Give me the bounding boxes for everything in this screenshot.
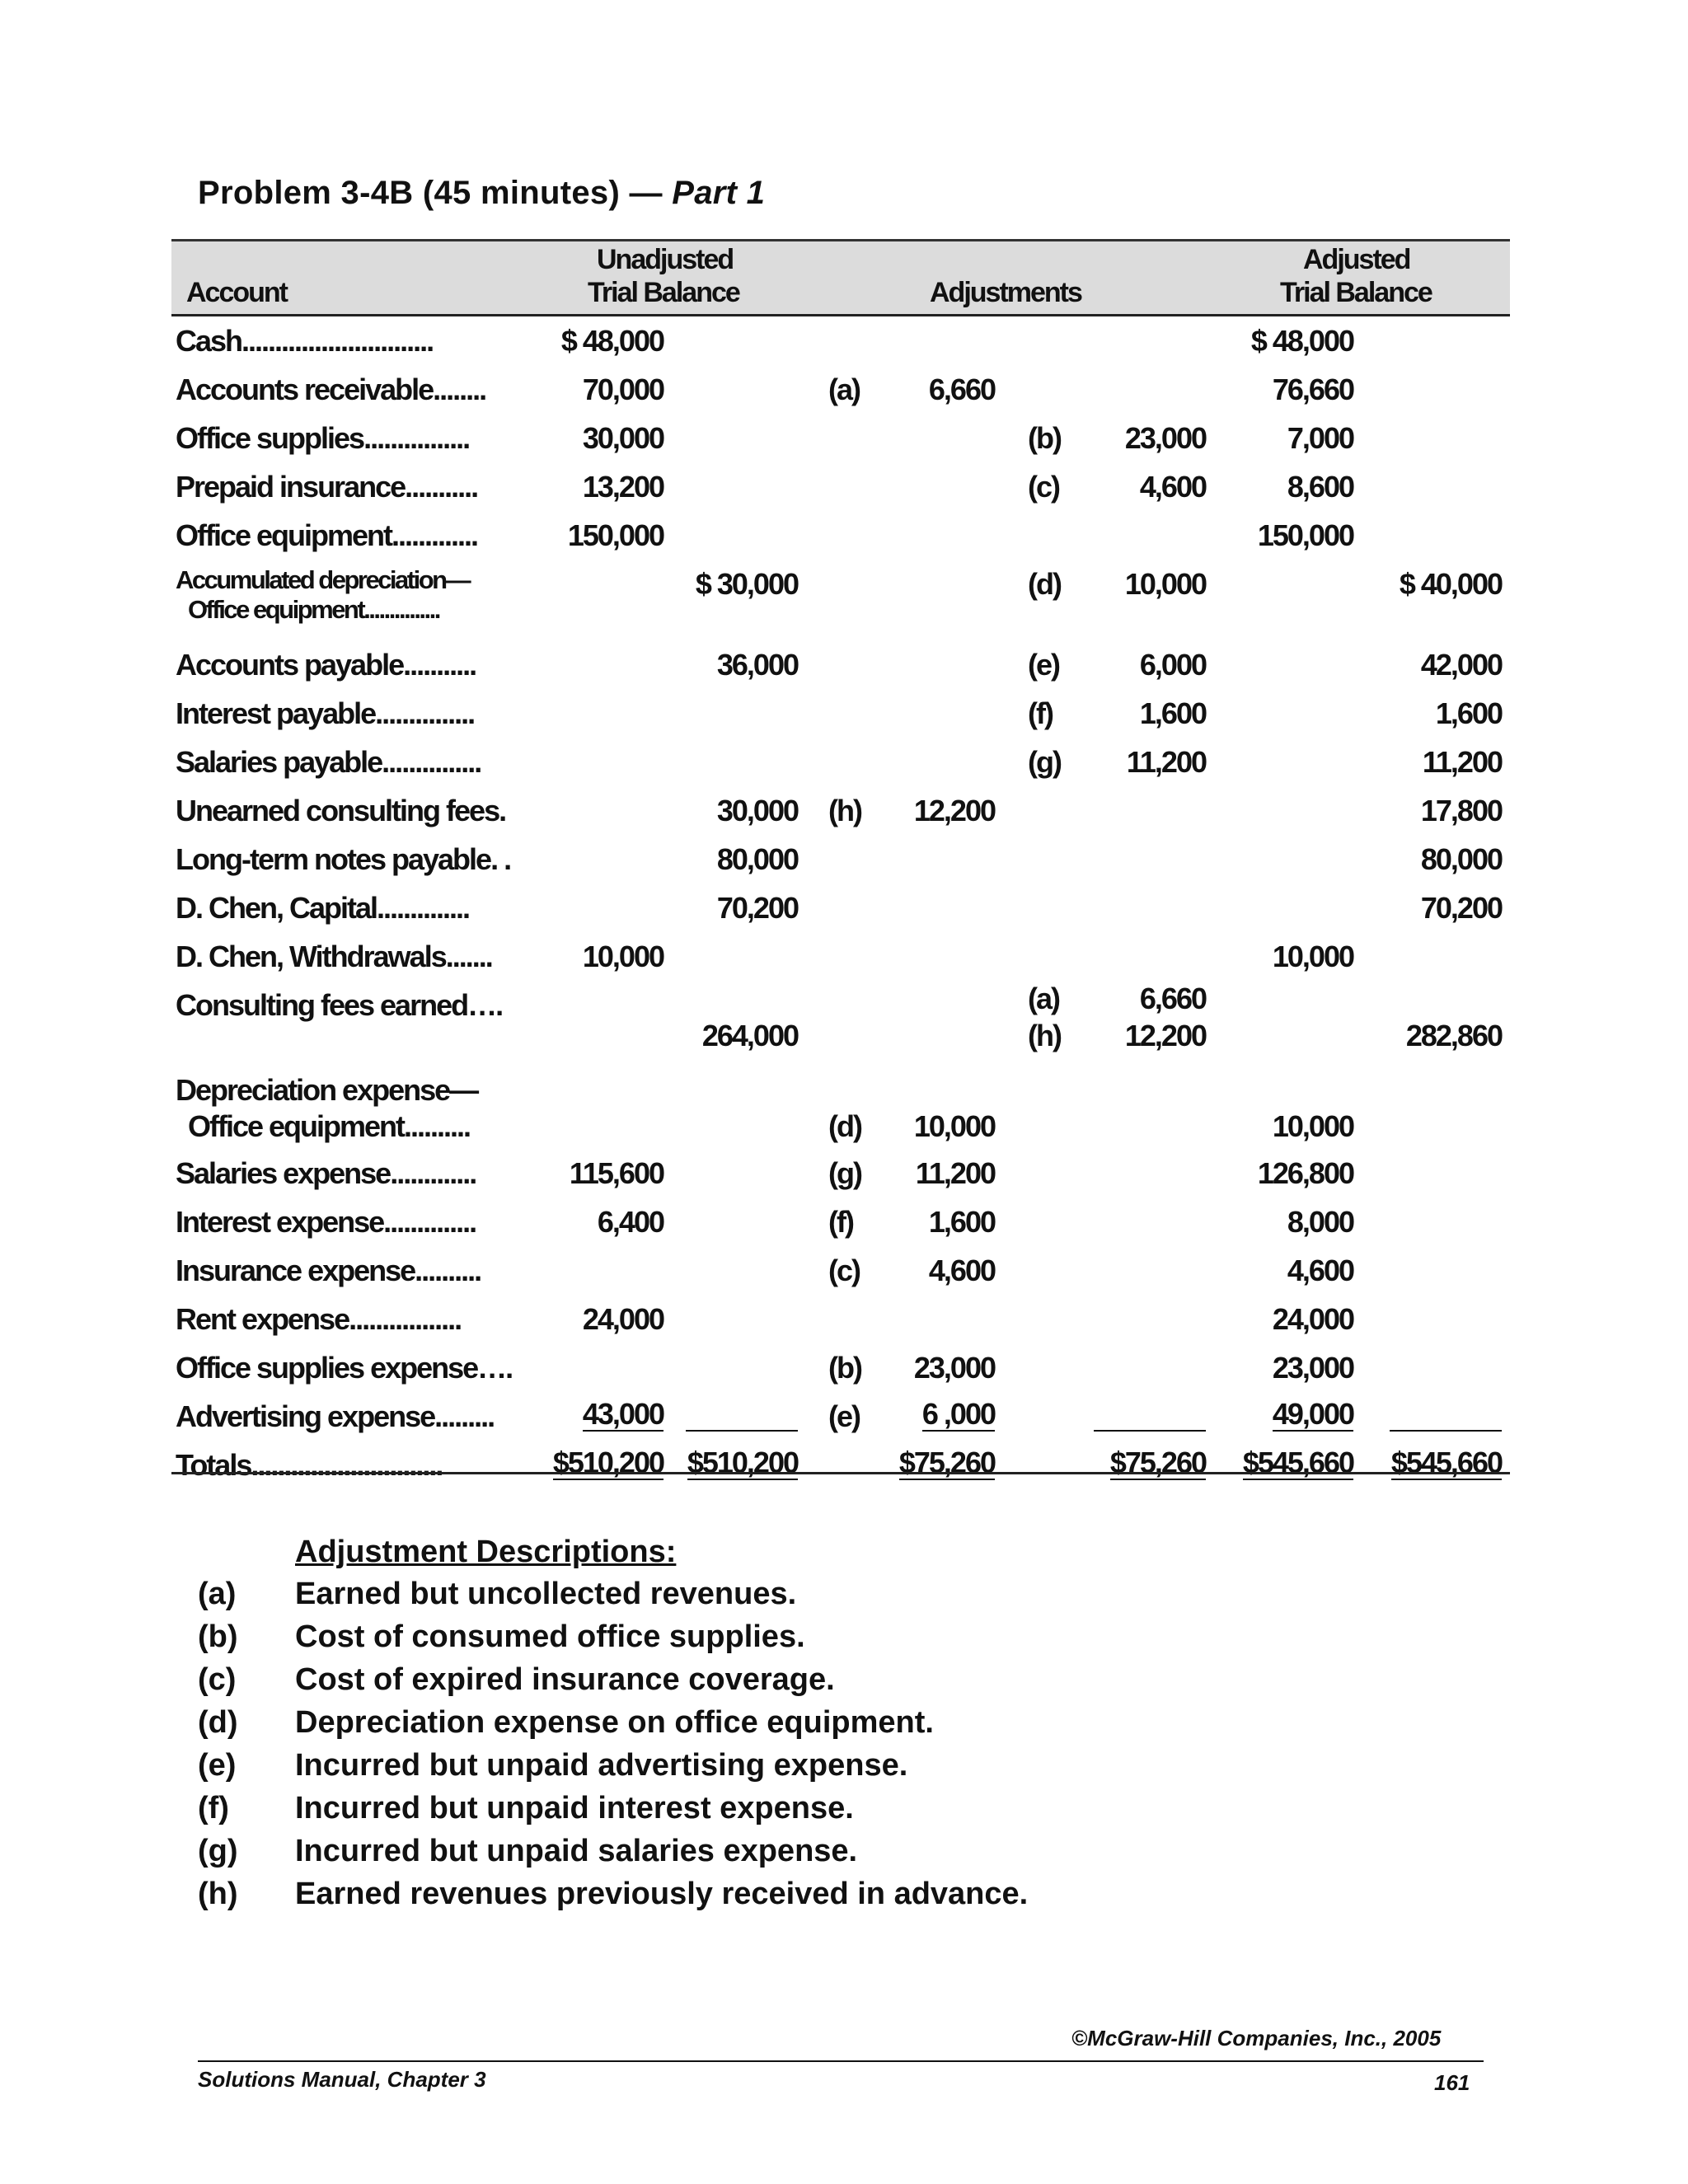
account-name: Consulting fees earned…. xyxy=(176,988,503,1022)
adjustment-label: (h) xyxy=(828,794,861,827)
adjusted-debit: 7,000 xyxy=(1287,421,1353,455)
adjustment-credit: 10,000 xyxy=(1124,567,1206,601)
unadjusted-debit: 24,000 xyxy=(582,1302,663,1336)
unadjusted-credit: 30,000 xyxy=(716,794,798,827)
adjustment-label: (f) xyxy=(1028,696,1053,730)
adjusted-debit: 10,000 xyxy=(1272,1109,1353,1143)
adjusted-credit: $545,660 xyxy=(1390,1446,1502,1479)
header-unadjusted-1: Unadjusted xyxy=(597,244,734,275)
adjustment-credit: 11,200 xyxy=(1126,745,1206,779)
adjustment-label: (e) xyxy=(1028,648,1059,682)
account-name: Office equipment............. xyxy=(176,518,478,552)
description-text: Depreciation expense on office equipment. xyxy=(295,1705,934,1740)
adjustment-label: (d) xyxy=(1028,567,1061,601)
account-name: Accounts receivable........ xyxy=(176,373,486,406)
adjusted-debit: $545,660 xyxy=(1242,1446,1353,1479)
adjustment-debit: $75,260 xyxy=(898,1446,995,1479)
unadjusted-debit: 10,000 xyxy=(582,940,663,973)
adjusted-debit: 23,000 xyxy=(1272,1351,1353,1385)
adjustment-label: (f) xyxy=(828,1205,853,1239)
adjusted-debit: 8,000 xyxy=(1287,1205,1353,1239)
account-name: Cash............................. xyxy=(176,324,434,358)
adjusted-credit: 1,600 xyxy=(1435,696,1502,730)
adjustment-label: (g) xyxy=(828,1156,861,1190)
account-name: Advertising expense......... xyxy=(176,1399,495,1433)
adjustment-credit: 6,660 xyxy=(1139,982,1206,1015)
adjusted-debit: 150,000 xyxy=(1257,518,1353,552)
description-label: (g) xyxy=(198,1834,238,1868)
description-label: (a) xyxy=(198,1577,237,1611)
account-name: Depreciation expense— xyxy=(176,1073,478,1107)
adjustment-label: (c) xyxy=(1028,470,1059,504)
table-bottom-rule xyxy=(171,1472,1510,1474)
description-label: (h) xyxy=(198,1877,238,1911)
description-label: (f) xyxy=(198,1791,229,1825)
adjusted-debit: 8,600 xyxy=(1287,470,1353,504)
column-total-rule xyxy=(686,1430,798,1432)
adjustment-debit: 6 ,000 xyxy=(921,1397,995,1431)
adjustment-label: (h) xyxy=(1028,1019,1061,1052)
adjusted-credit: 17,800 xyxy=(1420,794,1502,827)
description-text: Incurred but unpaid salaries expense. xyxy=(295,1834,858,1868)
page-title: Problem 3-4B (45 minutes) — Part 1 xyxy=(198,175,766,211)
account-name-line2: Office equipment............... xyxy=(188,595,439,624)
footer-copyright: ©McGraw-Hill Companies, Inc., 2005 xyxy=(1071,2026,1442,2050)
adjusted-debit: 10,000 xyxy=(1272,940,1353,973)
description-text: Earned but uncollected revenues. xyxy=(295,1577,797,1611)
account-name: Office supplies................ xyxy=(176,421,470,455)
unadjusted-credit: 80,000 xyxy=(716,842,798,876)
unadjusted-debit: 43,000 xyxy=(582,1397,663,1431)
adjusted-credit: 42,000 xyxy=(1420,648,1502,682)
description-text: Cost of consumed office supplies. xyxy=(295,1619,805,1654)
adjustment-debit: 12,200 xyxy=(913,794,995,827)
unadjusted-debit: $510,200 xyxy=(552,1446,663,1479)
header-adjustments: Adjustments xyxy=(930,277,1081,308)
adjustment-label: (e) xyxy=(828,1399,860,1433)
account-name: Unearned consulting fees. xyxy=(176,794,506,827)
description-label: (c) xyxy=(198,1662,237,1697)
unadjusted-debit: 6,400 xyxy=(597,1205,663,1239)
account-name: Accumulated depreciation— xyxy=(176,565,470,594)
account-name: D. Chen, Withdrawals....... xyxy=(176,940,492,973)
unadjusted-debit: 13,200 xyxy=(582,470,663,504)
account-name: Salaries expense............. xyxy=(176,1156,476,1190)
adjusted-debit: 49,000 xyxy=(1272,1397,1353,1431)
adjustment-credit: 4,600 xyxy=(1139,470,1206,504)
unadjusted-debit: 150,000 xyxy=(567,518,663,552)
adjustment-label: (g) xyxy=(1028,745,1061,779)
adjusted-credit: 80,000 xyxy=(1420,842,1502,876)
adjustment-label: (a) xyxy=(1028,982,1059,1015)
adjustment-debit: 1,600 xyxy=(928,1205,995,1239)
account-name: Salaries payable............... xyxy=(176,745,481,779)
adjustment-credit: 6,000 xyxy=(1139,648,1206,682)
page-title-part: Part 1 xyxy=(672,175,766,211)
unadjusted-credit: 36,000 xyxy=(716,648,798,682)
adjusted-debit: 76,660 xyxy=(1272,373,1353,406)
unadjusted-debit: 70,000 xyxy=(582,373,663,406)
header-adjusted-2: Trial Balance xyxy=(1280,277,1432,308)
description-text: Earned revenues previously received in advance. xyxy=(295,1877,1029,1911)
footer-source: Solutions Manual, Chapter 3 xyxy=(198,2067,486,2092)
unadjusted-credit: 264,000 xyxy=(701,1019,798,1052)
account-name: Rent expense................. xyxy=(176,1302,462,1336)
adjustment-label: (b) xyxy=(828,1351,861,1385)
adjustment-credit: 1,600 xyxy=(1139,696,1206,730)
description-label: (b) xyxy=(198,1619,238,1654)
adjustment-debit: 23,000 xyxy=(913,1351,995,1385)
unadjusted-debit: 115,600 xyxy=(569,1156,663,1190)
adjustment-debit: 11,200 xyxy=(915,1156,995,1190)
adjustment-credit: 12,200 xyxy=(1124,1019,1206,1052)
account-name: Interest payable............... xyxy=(176,696,475,730)
header-adjusted-1: Adjusted xyxy=(1303,244,1410,275)
description-text: Incurred but unpaid interest expense. xyxy=(295,1791,854,1825)
account-name: Insurance expense.......... xyxy=(176,1254,481,1287)
descriptions-title: Adjustment Descriptions: xyxy=(295,1535,677,1569)
adjustment-label: (d) xyxy=(828,1109,861,1143)
adjusted-debit: 126,800 xyxy=(1257,1156,1353,1190)
unadjusted-debit: $ 48,000 xyxy=(560,324,663,358)
account-name-line2: Office equipment.......... xyxy=(188,1109,471,1143)
adjustment-credit: 23,000 xyxy=(1124,421,1206,455)
adjustment-label: (b) xyxy=(1028,421,1061,455)
adjusted-debit: 4,600 xyxy=(1287,1254,1353,1287)
adjustment-debit: 10,000 xyxy=(913,1109,995,1143)
unadjusted-debit: 30,000 xyxy=(582,421,663,455)
adjustment-debit: 6,660 xyxy=(928,373,995,406)
adjustment-debit: 4,600 xyxy=(928,1254,995,1287)
adjustment-label: (a) xyxy=(828,373,860,406)
adjusted-credit: 282,860 xyxy=(1405,1019,1502,1052)
unadjusted-credit: $ 30,000 xyxy=(695,567,798,601)
unadjusted-credit: $510,200 xyxy=(687,1446,798,1479)
account-name: Totals............................. xyxy=(176,1448,443,1482)
account-name: D. Chen, Capital.............. xyxy=(176,891,470,925)
account-name: Accounts payable........... xyxy=(176,648,476,682)
footer-page: 161 xyxy=(1434,2070,1470,2095)
description-text: Incurred but unpaid advertising expense. xyxy=(295,1748,908,1783)
header-account: Account xyxy=(186,277,287,308)
unadjusted-credit: 70,200 xyxy=(716,891,798,925)
adjustment-credit: $75,260 xyxy=(1109,1446,1206,1479)
footer-rule xyxy=(198,2060,1484,2062)
description-label: (d) xyxy=(198,1705,238,1740)
adjusted-debit: 24,000 xyxy=(1272,1302,1353,1336)
adjusted-credit: 11,200 xyxy=(1422,745,1502,779)
description-label: (e) xyxy=(198,1748,237,1783)
adjusted-credit: $ 40,000 xyxy=(1399,567,1502,601)
adjusted-debit: $ 48,000 xyxy=(1250,324,1353,358)
description-text: Cost of expired insurance coverage. xyxy=(295,1662,835,1697)
account-name: Office supplies expense…. xyxy=(176,1351,513,1385)
header-unadjusted-2: Trial Balance xyxy=(588,277,739,308)
account-name: Interest expense.............. xyxy=(176,1205,476,1239)
column-total-rule xyxy=(1094,1430,1206,1432)
adjusted-credit: 70,200 xyxy=(1420,891,1502,925)
account-name: Long-term notes payable. . xyxy=(176,842,511,876)
adjustment-label: (c) xyxy=(828,1254,860,1287)
account-name: Prepaid insurance........... xyxy=(176,470,478,504)
column-total-rule xyxy=(1390,1430,1502,1432)
